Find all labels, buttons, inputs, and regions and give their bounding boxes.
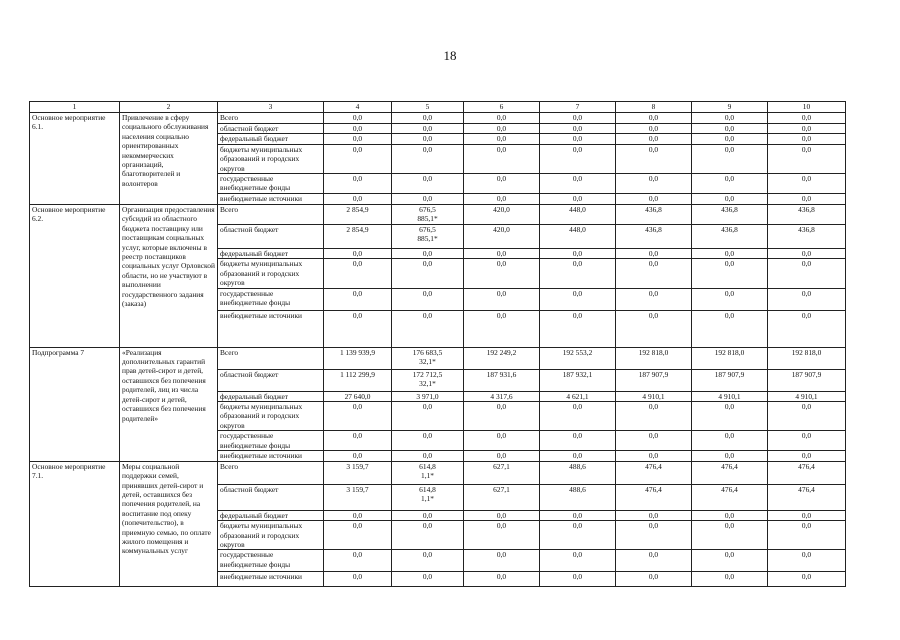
amount-cell: 0,0 [768,572,846,587]
amount-cell: 0,0 [616,144,692,173]
amount-cell: 0,0 [616,259,692,288]
amount-cell: 0,0 [692,402,768,431]
amount-cell: 0,0 [464,451,540,461]
amount-cell: 0,0 [616,510,692,520]
amount-cell: 0,0 [616,124,692,134]
amount-cell: 0,0 [692,194,768,205]
amount-cell: 0,0 [768,521,846,550]
amount-cell: 0,0 [464,310,540,347]
amount-cell: 0,0 [768,113,846,124]
amount-cell: 187 907,9 [692,369,768,391]
amount-cell: 0,0 [464,550,540,572]
amount-cell: 187 932,1 [540,369,616,391]
amount-cell: 0,0 [324,510,392,520]
amount-cell: 0,0 [768,194,846,205]
amount-cell: 0,0 [324,451,392,461]
measure-name: «Реализация дополнительных гарантий прав детей-сирот и детей, оставшихся без попечения родителей, лиц из числа детей-сирот и детей, оставшихся без попечения родителей» [120,347,218,461]
amount-cell: 476,4 [692,461,768,484]
amount-cell: 627,1 [464,461,540,484]
amount-cell: 0,0 [392,288,464,310]
col-header: 4 [324,102,392,113]
amount-cell: 0,0 [616,174,692,194]
budget-table [29,101,846,587]
amount-cell: 676,5 885,1* [392,205,464,225]
amount-cell: 0,0 [392,431,464,451]
amount-cell: 0,0 [392,144,464,173]
amount-cell: 0,0 [392,249,464,259]
amount-cell: 187 907,9 [768,369,846,391]
funding-source: государственные внебюджетные фонды [218,431,324,451]
amount-cell: 0,0 [324,521,392,550]
funding-source: внебюджетные источники [218,572,324,587]
funding-source: Всего [218,113,324,124]
amount-cell: 0,0 [464,259,540,288]
amount-cell: 0,0 [392,550,464,572]
amount-cell: 0,0 [324,124,392,134]
amount-cell: 0,0 [692,451,768,461]
amount-cell: 436,8 [768,225,846,249]
amount-cell: 0,0 [616,249,692,259]
amount-cell: 448,0 [540,205,616,225]
amount-cell: 476,4 [768,461,846,484]
amount-cell: 0,0 [392,310,464,347]
funding-source: Всего [218,205,324,225]
amount-cell: 187 907,9 [616,369,692,391]
amount-cell: 0,0 [768,259,846,288]
amount-cell: 0,0 [616,288,692,310]
amount-cell: 0,0 [392,134,464,144]
measure-code: Подпрограмма 7 [30,347,120,461]
amount-cell: 476,4 [768,484,846,510]
funding-source: федеральный бюджет [218,510,324,520]
amount-cell: 0,0 [392,572,464,587]
amount-cell: 0,0 [616,310,692,347]
amount-cell: 0,0 [464,124,540,134]
amount-cell: 436,8 [692,205,768,225]
amount-cell: 0,0 [540,259,616,288]
table-row [30,461,846,484]
funding-source: внебюджетные источники [218,310,324,347]
col-header: 5 [392,102,464,113]
amount-cell: 420,0 [464,205,540,225]
amount-cell: 0,0 [692,431,768,451]
amount-cell: 0,0 [540,144,616,173]
amount-cell: 488,6 [540,461,616,484]
amount-cell: 0,0 [768,144,846,173]
amount-cell: 0,0 [616,194,692,205]
funding-source: бюджеты муниципальных образований и городских округов [218,521,324,550]
amount-cell: 420,0 [464,225,540,249]
amount-cell: 0,0 [616,113,692,124]
amount-cell: 0,0 [392,194,464,205]
amount-cell: 0,0 [464,194,540,205]
amount-cell: 0,0 [392,124,464,134]
amount-cell: 3 971,0 [392,391,464,401]
amount-cell: 0,0 [540,194,616,205]
amount-cell: 2 854,9 [324,205,392,225]
amount-cell: 0,0 [540,572,616,587]
amount-cell: 0,0 [768,288,846,310]
amount-cell: 627,1 [464,484,540,510]
amount-cell: 0,0 [768,402,846,431]
amount-cell: 436,8 [692,225,768,249]
amount-cell: 476,4 [692,484,768,510]
funding-source: государственные внебюджетные фонды [218,550,324,572]
amount-cell: 0,0 [324,550,392,572]
table-row [30,205,846,225]
amount-cell: 176 683,5 32,1* [392,347,464,369]
funding-source: областной бюджет [218,124,324,134]
amount-cell: 0,0 [540,431,616,451]
col-header: 6 [464,102,540,113]
amount-cell: 0,0 [464,249,540,259]
amount-cell: 0,0 [392,259,464,288]
amount-cell: 0,0 [768,451,846,461]
amount-cell: 0,0 [692,550,768,572]
amount-cell: 0,0 [464,174,540,194]
amount-cell: 0,0 [324,288,392,310]
amount-cell: 0,0 [324,144,392,173]
amount-cell: 0,0 [616,134,692,144]
amount-cell: 0,0 [692,113,768,124]
amount-cell: 0,0 [324,310,392,347]
amount-cell: 192 818,0 [616,347,692,369]
amount-cell: 0,0 [540,134,616,144]
amount-cell: 3 159,7 [324,484,392,510]
col-header: 7 [540,102,616,113]
amount-cell: 0,0 [616,550,692,572]
amount-cell: 0,0 [540,310,616,347]
funding-source: внебюджетные источники [218,451,324,461]
amount-cell: 0,0 [540,510,616,520]
amount-cell: 2 854,9 [324,225,392,249]
amount-cell: 3 159,7 [324,461,392,484]
funding-source: областной бюджет [218,225,324,249]
funding-source: Всего [218,461,324,484]
amount-cell: 0,0 [464,510,540,520]
amount-cell: 0,0 [464,113,540,124]
amount-cell: 0,0 [464,572,540,587]
amount-cell: 0,0 [768,249,846,259]
funding-source: внебюджетные источники [218,194,324,205]
amount-cell: 0,0 [464,521,540,550]
amount-cell: 0,0 [540,521,616,550]
amount-cell: 0,0 [324,134,392,144]
amount-cell: 0,0 [768,310,846,347]
funding-source: бюджеты муниципальных образований и городских округов [218,259,324,288]
measure-name: Привлечение в сферу социального обслуживания населения социально ориентированных некоммерческих организаций, благотворителей и волонтеров [120,113,218,205]
amount-cell: 0,0 [768,134,846,144]
amount-cell: 0,0 [692,510,768,520]
amount-cell: 0,0 [464,402,540,431]
funding-source: бюджеты муниципальных образований и городских округов [218,402,324,431]
amount-cell: 0,0 [692,134,768,144]
amount-cell: 0,0 [540,288,616,310]
amount-cell: 0,0 [392,174,464,194]
amount-cell: 0,0 [324,194,392,205]
amount-cell: 172 712,5 32,1* [392,369,464,391]
amount-cell: 436,8 [616,205,692,225]
amount-cell: 0,0 [616,431,692,451]
amount-cell: 4 910,1 [616,391,692,401]
measure-code: Основное мероприятие 6.2. [30,205,120,348]
amount-cell: 476,4 [616,484,692,510]
col-header: 3 [218,102,324,113]
amount-cell: 0,0 [768,510,846,520]
amount-cell: 614,8 1,1* [392,461,464,484]
amount-cell: 1 112 299,9 [324,369,392,391]
amount-cell: 0,0 [392,113,464,124]
amount-cell: 0,0 [768,550,846,572]
amount-cell: 4 910,1 [768,391,846,401]
amount-cell: 0,0 [768,174,846,194]
amount-cell: 0,0 [692,249,768,259]
amount-cell: 0,0 [692,310,768,347]
table-row [30,113,846,124]
measure-name: Организация предоставления субсидий из областного бюджета поставщику или поставщикам социальных услуг, которые включены в реестр поставщиков социальных услуг Орловской области, но не участвуют в выполнении государственного задания (заказа) [120,205,218,348]
amount-cell: 0,0 [692,259,768,288]
measure-name: Меры социальной поддержки семей, принявших детей-сирот и детей, оставшихся без попечения родителей, на воспитание под опеку (попечительство), в приемную семью, по оплате жилого помещения и коммунальных услуг [120,461,218,587]
page-number: 18 [443,48,457,63]
funding-source: федеральный бюджет [218,249,324,259]
col-header: 10 [768,102,846,113]
table-row [30,347,846,369]
amount-cell: 0,0 [540,402,616,431]
amount-cell: 0,0 [464,431,540,451]
amount-cell: 192 249,2 [464,347,540,369]
amount-cell: 0,0 [392,521,464,550]
col-header: 9 [692,102,768,113]
measure-code: Основное мероприятие 6.1. [30,113,120,205]
funding-source: Всего [218,347,324,369]
amount-cell: 27 640,0 [324,391,392,401]
amount-cell: 0,0 [392,451,464,461]
amount-cell: 436,8 [768,205,846,225]
amount-cell: 192 553,2 [540,347,616,369]
amount-cell: 192 818,0 [692,347,768,369]
funding-source: бюджеты муниципальных образований и городских округов [218,144,324,173]
amount-cell: 0,0 [692,144,768,173]
amount-cell: 192 818,0 [768,347,846,369]
amount-cell: 614,8 1,1* [392,484,464,510]
amount-cell: 0,0 [324,259,392,288]
col-header: 2 [120,102,218,113]
amount-cell: 0,0 [324,402,392,431]
amount-cell: 436,8 [616,225,692,249]
amount-cell: 0,0 [768,124,846,134]
amount-cell: 4 910,1 [692,391,768,401]
col-header: 8 [616,102,692,113]
amount-cell: 0,0 [464,134,540,144]
amount-cell: 448,0 [540,225,616,249]
funding-source: федеральный бюджет [218,391,324,401]
amount-cell: 0,0 [692,288,768,310]
amount-cell: 0,0 [692,124,768,134]
amount-cell: 0,0 [540,174,616,194]
amount-cell: 0,0 [392,510,464,520]
header-row [30,102,846,113]
amount-cell: 676,5 885,1* [392,225,464,249]
amount-cell: 0,0 [540,451,616,461]
amount-cell: 4 317,6 [464,391,540,401]
measure-code: Основное мероприятие 7.1. [30,461,120,587]
amount-cell: 0,0 [392,402,464,431]
amount-cell: 0,0 [692,572,768,587]
amount-cell: 187 931,6 [464,369,540,391]
amount-cell: 0,0 [464,288,540,310]
funding-source: федеральный бюджет [218,134,324,144]
amount-cell: 0,0 [324,174,392,194]
amount-cell: 0,0 [464,144,540,173]
amount-cell: 0,0 [616,402,692,431]
amount-cell: 0,0 [324,572,392,587]
funding-source: областной бюджет [218,369,324,391]
amount-cell: 476,4 [616,461,692,484]
amount-cell: 0,0 [692,174,768,194]
col-header: 1 [30,102,120,113]
amount-cell: 0,0 [616,451,692,461]
funding-source: областной бюджет [218,484,324,510]
amount-cell: 0,0 [324,431,392,451]
amount-cell: 0,0 [540,113,616,124]
amount-cell: 0,0 [768,431,846,451]
amount-cell: 1 139 939,9 [324,347,392,369]
funding-source: государственные внебюджетные фонды [218,174,324,194]
amount-cell: 0,0 [324,113,392,124]
funding-source: государственные внебюджетные фонды [218,288,324,310]
amount-cell: 0,0 [540,249,616,259]
amount-cell: 0,0 [616,521,692,550]
amount-cell: 0,0 [540,124,616,134]
amount-cell: 0,0 [692,521,768,550]
amount-cell: 0,0 [540,550,616,572]
amount-cell: 0,0 [324,249,392,259]
amount-cell: 4 621,1 [540,391,616,401]
amount-cell: 0,0 [616,572,692,587]
amount-cell: 488,6 [540,484,616,510]
